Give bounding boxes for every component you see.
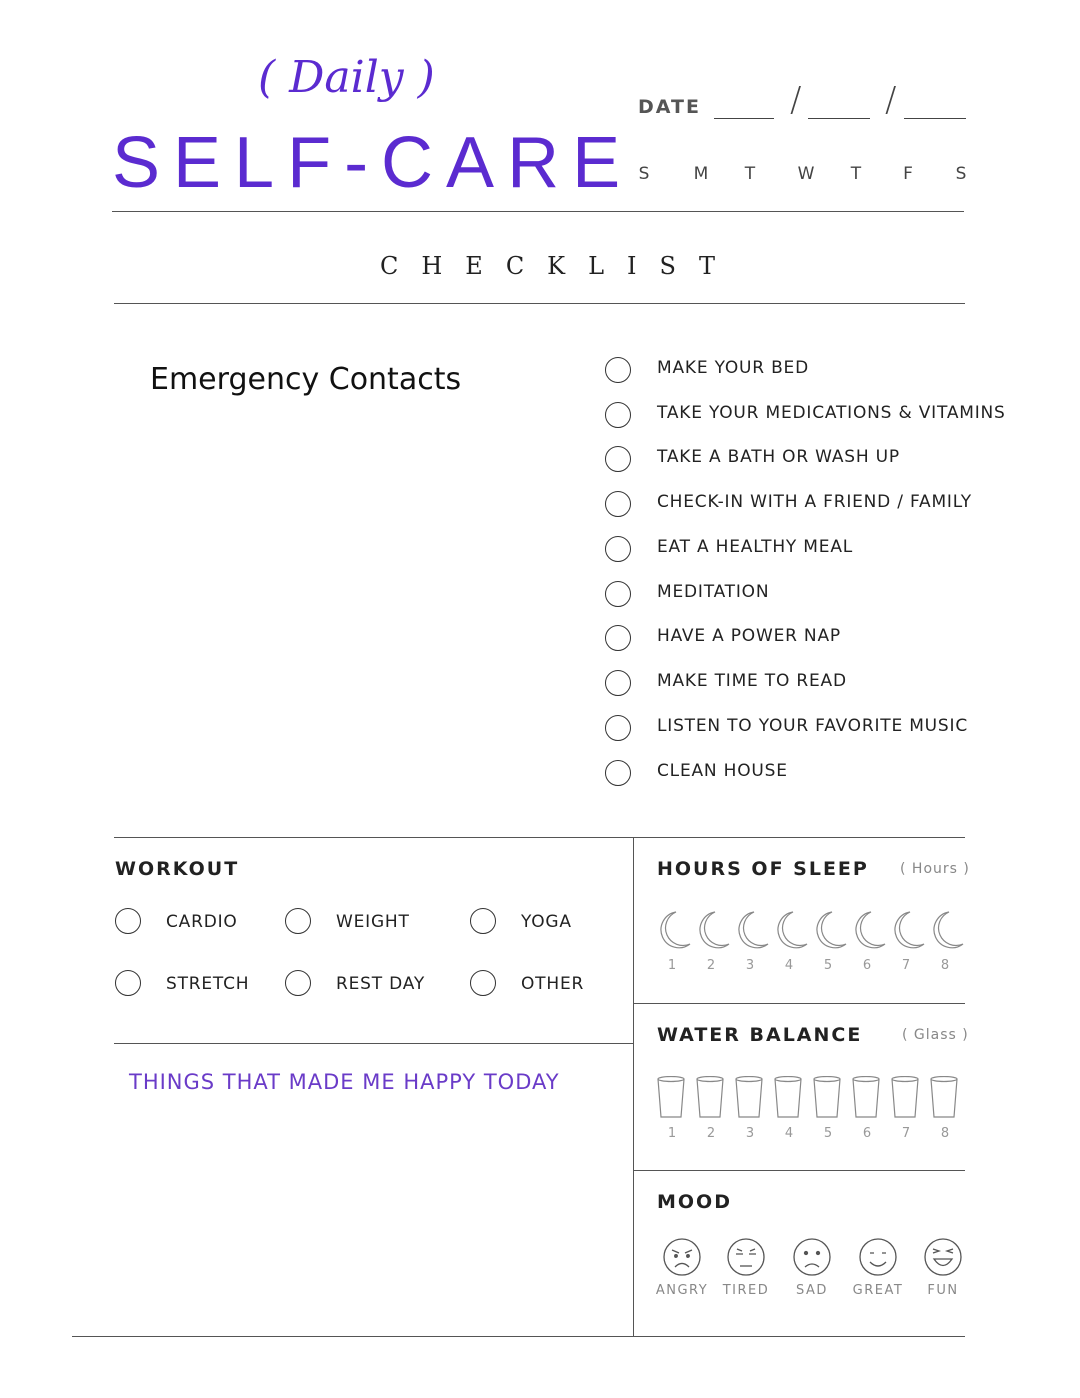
moon-icon: [778, 912, 807, 948]
moon-icon: [739, 912, 768, 948]
water-number[interactable]: 5: [823, 1126, 833, 1141]
sleep-unit: ( Hours ): [900, 861, 970, 877]
mood-label-sad[interactable]: SAD: [796, 1283, 828, 1298]
moon-icon: [817, 912, 846, 948]
mood-tracker: [652, 1238, 968, 1308]
workout-title: WORKOUT: [115, 858, 240, 880]
workout-option-label: REST DAY: [336, 974, 426, 994]
checklist-item-label: MAKE TIME TO READ: [657, 671, 847, 691]
checkbox[interactable]: [605, 760, 631, 786]
glass-icon: [814, 1077, 840, 1118]
workout-option-label: WEIGHT: [336, 912, 410, 932]
sleep-number[interactable]: 2: [706, 958, 716, 973]
divider: [72, 1336, 965, 1337]
date-field-day[interactable]: [714, 118, 774, 119]
divider: [633, 1170, 965, 1171]
divider: [114, 837, 965, 838]
checkbox[interactable]: [605, 581, 631, 607]
checklist-item-label: TAKE YOUR MEDICATIONS & VITAMINS: [657, 403, 1006, 423]
checklist-item-label: CLEAN HOUSE: [657, 761, 788, 781]
glass-icon: [892, 1077, 918, 1118]
water-number[interactable]: 3: [745, 1126, 755, 1141]
checklist-item-label: MAKE YOUR BED: [657, 358, 809, 378]
checklist-item-label: LISTEN TO YOUR FAVORITE MUSIC: [657, 716, 968, 736]
mood-label-fun[interactable]: FUN: [927, 1283, 959, 1298]
moon-icon: [856, 912, 885, 948]
workout-checkbox[interactable]: [470, 970, 496, 996]
weekday-sun[interactable]: S: [638, 164, 650, 184]
checkbox[interactable]: [605, 715, 631, 741]
mood-faces: [652, 1238, 968, 1278]
water-glasses: [656, 1076, 966, 1120]
date-field-year[interactable]: [904, 118, 966, 119]
sleep-moons: [656, 910, 966, 950]
water-number[interactable]: 7: [901, 1126, 911, 1141]
moon-icon: [934, 912, 963, 948]
divider: [633, 1003, 965, 1004]
weekday-fri[interactable]: F: [903, 164, 913, 184]
checkbox[interactable]: [605, 536, 631, 562]
mood-label-tired[interactable]: TIRED: [722, 1283, 770, 1298]
checkbox[interactable]: [605, 446, 631, 472]
weekday-thu[interactable]: T: [850, 164, 862, 184]
checkbox[interactable]: [605, 491, 631, 517]
glass-icon: [697, 1077, 723, 1118]
date-label: DATE: [638, 96, 701, 118]
moon-icon: [895, 912, 924, 948]
weekday-mon[interactable]: M: [693, 164, 709, 184]
water-number[interactable]: 4: [784, 1126, 794, 1141]
mood-label-angry[interactable]: ANGRY: [655, 1283, 709, 1298]
workout-checkbox[interactable]: [285, 908, 311, 934]
glass-icon: [931, 1077, 957, 1118]
emergency-contacts-title: Emergency Contacts: [150, 362, 462, 397]
smile-face-icon: [860, 1239, 896, 1275]
checklist-item-label: MEDITATION: [657, 582, 770, 602]
weekday-wed[interactable]: W: [797, 164, 815, 184]
water-tracker: [656, 1076, 966, 1148]
laughing-face-icon: [925, 1239, 961, 1275]
divider: [112, 211, 964, 212]
page-title: SELF-CARE: [112, 123, 634, 203]
tired-face-icon: [728, 1239, 764, 1275]
sad-face-icon: [794, 1239, 830, 1275]
mood-title: MOOD: [657, 1191, 732, 1213]
water-number[interactable]: 2: [706, 1126, 716, 1141]
water-number[interactable]: 6: [862, 1126, 872, 1141]
checklist-item-label: TAKE A BATH OR WASH UP: [657, 447, 900, 467]
checkbox[interactable]: [605, 402, 631, 428]
checklist-title: CHECKLIST: [380, 252, 738, 280]
angry-face-icon: [664, 1239, 700, 1275]
workout-option-label: CARDIO: [166, 912, 238, 932]
weekday-sat[interactable]: S: [955, 164, 967, 184]
sleep-number[interactable]: 4: [784, 958, 794, 973]
glass-icon: [736, 1077, 762, 1118]
sleep-title: HOURS OF SLEEP: [657, 858, 869, 880]
sleep-tracker: [656, 910, 966, 980]
water-unit: ( Glass ): [902, 1027, 969, 1043]
glass-icon: [853, 1077, 879, 1118]
workout-checkbox[interactable]: [470, 908, 496, 934]
workout-option-label: STRETCH: [166, 974, 250, 994]
date-slash: /: [885, 80, 897, 120]
divider: [114, 1043, 633, 1044]
sleep-number[interactable]: 3: [745, 958, 755, 973]
moon-icon: [661, 912, 690, 948]
workout-checkbox[interactable]: [115, 908, 141, 934]
sleep-number[interactable]: 8: [940, 958, 950, 973]
checklist-item-label: EAT A HEALTHY MEAL: [657, 537, 854, 557]
checkbox[interactable]: [605, 625, 631, 651]
happy-things-title: THINGS THAT MADE ME HAPPY TODAY: [129, 1070, 560, 1094]
water-number[interactable]: 8: [940, 1126, 950, 1141]
checkbox[interactable]: [605, 670, 631, 696]
checklist-item-label: HAVE A POWER NAP: [657, 626, 841, 646]
workout-checkbox[interactable]: [115, 970, 141, 996]
sleep-number[interactable]: 7: [901, 958, 911, 973]
glass-icon: [775, 1077, 801, 1118]
workout-option-label: YOGA: [521, 912, 572, 932]
mood-label-great[interactable]: GREAT: [852, 1283, 904, 1298]
sleep-number[interactable]: 1: [667, 958, 677, 973]
checkbox[interactable]: [605, 357, 631, 383]
date-field-month[interactable]: [808, 118, 870, 119]
divider: [633, 837, 634, 1336]
weekday-tue[interactable]: T: [744, 164, 756, 184]
sleep-number[interactable]: 6: [862, 958, 872, 973]
moon-icon: [700, 912, 729, 948]
water-number[interactable]: 1: [667, 1126, 677, 1141]
workout-option-label: OTHER: [521, 974, 585, 994]
glass-icon: [658, 1077, 684, 1118]
water-title: WATER BALANCE: [657, 1024, 863, 1046]
checklist-item-label: CHECK-IN WITH A FRIEND / FAMILY: [657, 492, 972, 512]
sleep-number[interactable]: 5: [823, 958, 833, 973]
page-subtitle: ( Daily ): [258, 52, 435, 103]
workout-checkbox[interactable]: [285, 970, 311, 996]
date-slash: /: [790, 80, 802, 120]
divider: [114, 303, 965, 304]
